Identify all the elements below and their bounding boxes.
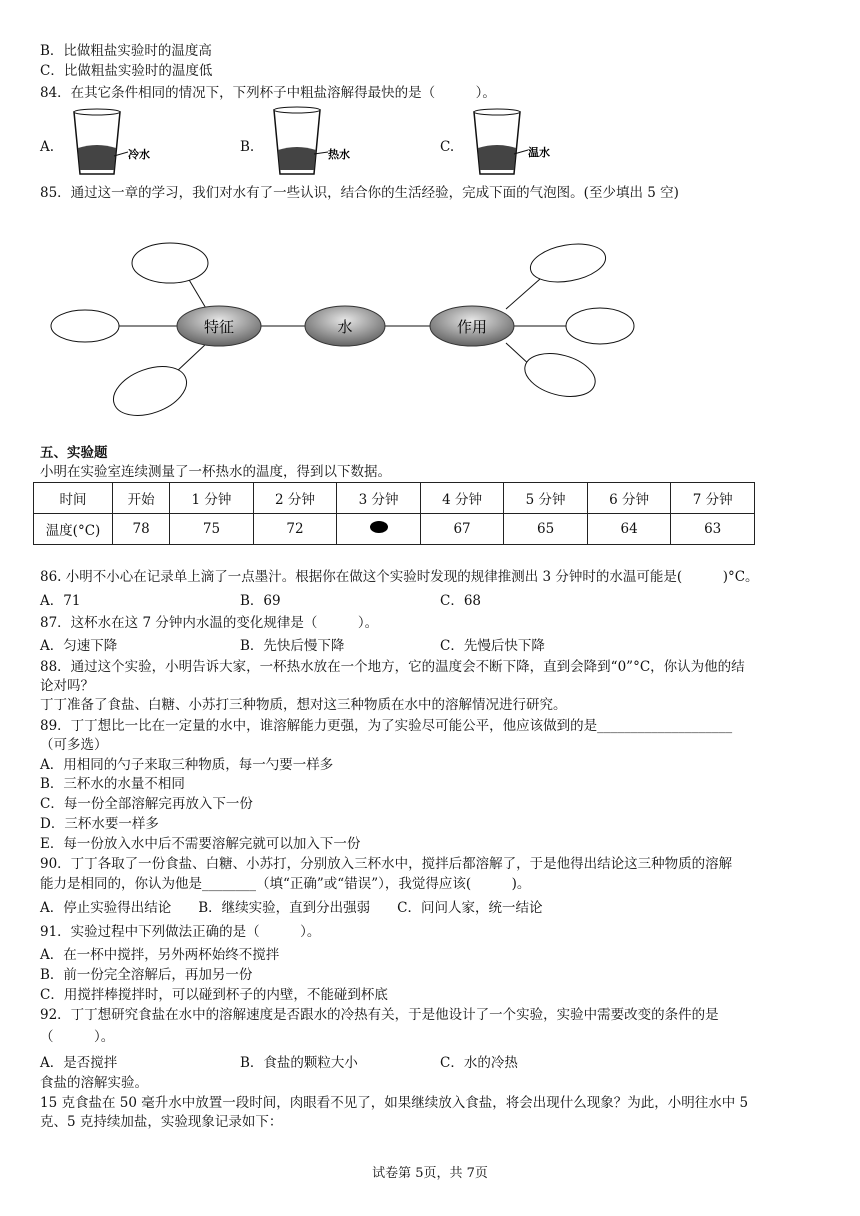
- ink-blot-icon: [369, 520, 389, 534]
- salt-experiment-title: 食盐的溶解实验。: [40, 1075, 148, 1091]
- table-header-cell: 5 分钟: [504, 483, 588, 514]
- table-cell: 65: [504, 514, 588, 545]
- cup-a-label: 冷水: [128, 148, 150, 161]
- table-header-cell: 时间: [34, 483, 113, 514]
- q87-option-a: A．匀速下降: [40, 638, 118, 654]
- q89-option-c: C．每一份全部溶解完再放入下一份: [40, 796, 253, 812]
- bubble-diagram: [0, 225, 860, 425]
- option-c-line: C．比做粗盐实验时的温度低: [40, 63, 213, 79]
- question-86: 86. 小明不小心在记录单上滴了一点墨汁。根据你在做这个实验时发现的规律推测出 3 分钟时的水温可能是( )°C。: [40, 569, 759, 585]
- bubble-left-label: 特征: [203, 318, 235, 336]
- question-84: 84．在其它条件相同的情况下，下列杯子中粗盐溶解得最快的是（ ）。: [40, 85, 496, 101]
- table-cell: 72: [253, 514, 337, 545]
- q84-option-a-letter: A.: [40, 139, 55, 155]
- salt-paragraph-line2: 克、5 克持续加盐，实验现象记录如下：: [40, 1114, 283, 1130]
- q87-option-b: B．先快后慢下降: [240, 638, 345, 654]
- question-88-line1: 88．通过这个实验，小明告诉大家，一杯热水放在一个地方，它的温度会不断下降，直到会降到“0”°C，你认为他的结: [40, 659, 745, 675]
- question-88-line2: 论对吗？: [40, 678, 94, 694]
- q89-option-b: B．三杯水的水量不相同: [40, 776, 185, 792]
- question-89-multi: （可多选）: [40, 737, 108, 753]
- dingding-intro: 丁丁准备了食盐、白糖、小苏打三种物质，想对这三种物质在水中的溶解情况进行研究。: [40, 697, 567, 713]
- question-87: 87．这杯水在这 7 分钟内水温的变化规律是（ ）。: [40, 615, 379, 631]
- question-92-line1: 92．丁丁想研究食盐在水中的溶解速度是否跟水的冷热有关，于是他设计了一个实验，实验中需要改变的条件的是: [40, 1007, 719, 1023]
- cup-warm-water-icon: [468, 108, 568, 178]
- table-cell: 75: [170, 514, 254, 545]
- q87-option-c: C．先慢后快下降: [440, 638, 545, 654]
- q92-option-a: A．是否搅拌: [40, 1055, 118, 1071]
- question-91: 91．实验过程中下列做法正确的是（ ）。: [40, 924, 321, 940]
- q86-option-c: C．68: [440, 593, 482, 609]
- table-row-label: 温度(°C): [34, 514, 113, 545]
- q86-option-b: B．69: [240, 593, 281, 609]
- section-5-title: 五、实验题: [40, 445, 108, 461]
- table-cell: 67: [420, 514, 504, 545]
- table-header-cell: 1 分钟: [170, 483, 254, 514]
- q92-option-c: C．水的冷热: [440, 1055, 518, 1071]
- q91-option-b: B．前一份完全溶解后，再加另一份: [40, 967, 253, 983]
- q84-option-c-letter: C.: [440, 139, 455, 155]
- bubble-right-label: 作用: [456, 318, 488, 336]
- bubble-blank-4: [527, 239, 608, 288]
- q90-options: A．停止实验得出结论 B．继续实验，直到分出强弱 C．问问人家，统一结论: [40, 900, 543, 916]
- q84-option-b-letter: B.: [240, 139, 255, 155]
- bubble-blank-1: [132, 243, 208, 283]
- cup-c-label: 温水: [528, 146, 550, 159]
- bubble-blank-2: [51, 310, 119, 342]
- q91-option-c: C．用搅拌棒搅拌时，可以碰到杯子的内壁，不能碰到杯底: [40, 987, 388, 1003]
- question-90-line2: 能力是相同的，你认为他是________（填“正确”或“错误”），我觉得应该( )。: [40, 876, 531, 892]
- table-header-cell: 3 分钟: [337, 483, 421, 514]
- question-92-line2: （ ）。: [40, 1029, 115, 1045]
- table-header-cell: 4 分钟: [420, 483, 504, 514]
- question-85: 85．通过这一章的学习，我们对水有了一些认识，结合你的生活经验，完成下面的气泡图。(至少填出 5 空): [40, 185, 679, 201]
- cup-hot-water-icon: [268, 106, 368, 178]
- table-cell: 63: [671, 514, 755, 545]
- q89-option-e: E．每一份放入水中后不需要溶解完就可以加入下一份: [40, 836, 361, 852]
- question-90-line1: 90．丁丁各取了一份食盐、白糖、小苏打，分别放入三杯水中，搅拌后都溶解了，于是他得出结论这三种物质的溶解: [40, 856, 733, 872]
- table-header-cell: 7 分钟: [671, 483, 755, 514]
- q91-option-a: A．在一杯中搅拌，另外两杯始终不搅拌: [40, 947, 280, 963]
- experiment-intro: 小明在实验室连续测量了一杯热水的温度，得到以下数据。: [40, 464, 391, 480]
- page-footer: 试卷第 5页，共 7页: [372, 1166, 488, 1181]
- bubble-blank-6: [520, 346, 600, 403]
- table-header-cell: 开始: [113, 483, 170, 514]
- question-89: 89．丁丁想比一比在一定量的水中，谁溶解能力更强，为了实验尽可能公平，他应该做到的是____________________: [40, 718, 733, 734]
- table-cell: 78: [113, 514, 170, 545]
- q89-option-d: D．三杯水要一样多: [40, 816, 159, 832]
- q92-option-b: B．食盐的颗粒大小: [240, 1055, 358, 1071]
- q89-option-a: A．用相同的勺子来取三种物质，每一勺要一样多: [40, 757, 334, 773]
- table-cell: 64: [587, 514, 671, 545]
- salt-paragraph-line1: 15 克食盐在 50 毫升水中放置一段时间，肉眼看不见了，如果继续放入食盐，将会出现什么现象？为此，小明往水中 5: [40, 1095, 749, 1111]
- table-header-cell: 2 分钟: [253, 483, 337, 514]
- temperature-table: [33, 482, 755, 545]
- bubble-blank-5: [566, 308, 634, 344]
- option-b-line: B．比做粗盐实验时的温度高: [40, 43, 212, 59]
- q86-option-a: A．71: [40, 593, 81, 609]
- cup-b-label: 热水: [328, 148, 350, 161]
- table-cell-ink-blot: [337, 514, 421, 545]
- table-header-cell: 6 分钟: [587, 483, 671, 514]
- cup-cold-water-icon: [68, 108, 168, 178]
- table-row: [34, 514, 755, 545]
- table-header-row: [34, 483, 755, 514]
- bubble-center-label: 水: [337, 318, 353, 336]
